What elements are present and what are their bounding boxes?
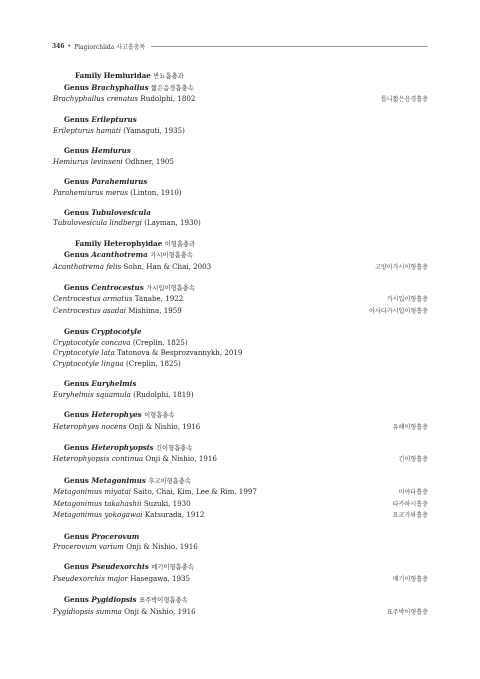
taxon-section xyxy=(53,476,428,522)
species-citation xyxy=(53,338,188,349)
species-authority: Odhner, 1905 xyxy=(125,156,174,166)
genus-heading xyxy=(53,146,428,157)
species-entry xyxy=(53,294,428,306)
species-name: Pseudexorchis major xyxy=(53,573,128,583)
species-korean-name: 가시입이형흡충 xyxy=(386,296,428,304)
species-citation xyxy=(53,390,194,401)
genus-heading xyxy=(53,208,428,219)
genus-name: Heterophyopsis xyxy=(91,442,154,452)
genus-heading xyxy=(53,250,428,262)
species-name: Erilepturus hamati xyxy=(53,125,121,135)
genus-heading xyxy=(53,532,428,543)
family-heading xyxy=(53,239,428,251)
species-name: Metagonimus takahashii xyxy=(53,498,142,508)
taxon-section xyxy=(53,327,428,369)
section-gap xyxy=(53,370,428,380)
genus-label: Genus xyxy=(64,410,89,419)
taxon-section xyxy=(53,239,428,274)
species-authority: (Creplin, 1825) xyxy=(126,359,181,369)
species-citation xyxy=(53,262,211,273)
genus-label: Genus xyxy=(64,115,89,125)
taxon-section xyxy=(53,208,428,229)
species-citation xyxy=(53,157,174,168)
taxon-section xyxy=(53,283,428,318)
species-name: Heterophyopsis continua xyxy=(53,454,144,464)
species-name: Cryptocotyle lingua xyxy=(53,359,124,369)
species-citation xyxy=(53,607,196,618)
genus-heading xyxy=(53,443,428,455)
genus-name: Tubulovesicula xyxy=(91,207,151,217)
taxon-section xyxy=(53,71,428,106)
running-header xyxy=(52,41,428,51)
taxon-section xyxy=(53,146,428,167)
section-gap xyxy=(53,106,428,116)
taxonomic-list xyxy=(53,71,428,618)
genus-name: Procerovum xyxy=(91,531,140,541)
taxon-section xyxy=(53,595,428,618)
species-name: Pygidiopsis summa xyxy=(53,606,122,616)
family-name: Family Heterophyidae xyxy=(75,238,163,248)
genus-name: Parahemiurus xyxy=(91,176,148,186)
species-name: Cryptocotyle concava xyxy=(53,337,131,347)
species-authority: (Yamaguti, 1935) xyxy=(123,125,185,135)
species-entry xyxy=(53,188,428,199)
genus-heading xyxy=(53,562,428,574)
species-citation xyxy=(53,218,201,229)
genus-label: Genus xyxy=(64,327,89,337)
section-gap xyxy=(53,522,428,532)
species-citation xyxy=(53,126,185,137)
genus-label: Genus xyxy=(64,146,89,156)
species-entry xyxy=(53,218,428,229)
genus-heading xyxy=(53,410,428,422)
species-citation xyxy=(53,542,198,553)
genus-label: Genus xyxy=(64,176,89,186)
genus-heading xyxy=(53,476,428,488)
species-citation xyxy=(53,510,204,521)
taxon-section xyxy=(53,410,428,433)
section-gap xyxy=(53,229,428,239)
species-authority: Tanabe, 1922 xyxy=(134,294,184,304)
species-authority: Onji & Nishio, 1916 xyxy=(145,454,217,464)
taxon-section xyxy=(53,562,428,585)
taxon-section xyxy=(53,177,428,198)
species-name: Acanthotrema felis xyxy=(53,261,122,271)
species-authority: Tatonova & Besprozvannykh, 2019 xyxy=(117,348,243,358)
species-citation xyxy=(53,294,183,305)
species-name: Centrocestus armatus xyxy=(53,294,133,304)
species-name: Centrocestus asadai xyxy=(53,306,126,316)
family-name: Family Hemiuridae xyxy=(75,71,151,80)
species-entry xyxy=(53,607,428,619)
genus-korean-name: 짧은음경흡충속 xyxy=(151,84,194,92)
genus-korean-name: 가시입이형흡충속 xyxy=(146,284,195,292)
species-citation xyxy=(53,188,182,199)
header-rule xyxy=(151,46,428,47)
species-citation xyxy=(53,454,217,465)
species-korean-name: 아사다가시입이형흡충 xyxy=(369,308,428,316)
species-korean-name: 타카하시흡충 xyxy=(392,500,428,508)
genus-label: Genus xyxy=(64,282,89,292)
page-number: 346 xyxy=(52,42,65,50)
genus-heading xyxy=(53,595,428,607)
species-authority: Suzuki, 1930 xyxy=(143,498,191,508)
genus-name: Pygidiopsis xyxy=(91,595,137,605)
header-bullet: • xyxy=(67,42,72,50)
species-name: Metagonimus miyatai xyxy=(53,487,131,497)
genus-label: Genus xyxy=(64,531,89,541)
species-korean-name: 요코가와흡충 xyxy=(392,512,428,520)
genus-heading xyxy=(53,327,428,338)
species-authority: Rudolphi, 1802 xyxy=(140,94,196,104)
genus-name: Acanthotrema xyxy=(91,250,148,260)
species-authority: (Creplin, 1825) xyxy=(132,337,188,347)
genus-heading xyxy=(53,379,428,390)
taxon-section xyxy=(53,443,428,466)
species-name: Hemiurus levinseni xyxy=(53,156,123,166)
species-entry xyxy=(53,510,428,522)
section-gap xyxy=(53,466,428,476)
genus-name: Erilepturus xyxy=(91,115,137,125)
species-entry xyxy=(53,542,428,553)
species-entry xyxy=(53,454,428,466)
family-korean-name: 반뇨흡충과 xyxy=(153,73,184,80)
species-citation xyxy=(53,94,195,105)
running-title: Plagiorchiida 사고흡충목 xyxy=(74,43,146,51)
genus-korean-name: 후고이형흡충속 xyxy=(148,477,191,485)
species-entry xyxy=(53,359,428,370)
species-citation xyxy=(53,348,242,359)
species-citation xyxy=(53,487,257,498)
genus-name: Metagonimus xyxy=(91,475,146,485)
species-entry xyxy=(53,94,428,106)
section-gap xyxy=(53,198,428,208)
genus-heading xyxy=(53,115,428,126)
species-entry xyxy=(53,574,428,586)
species-authority: (Layman, 1930) xyxy=(144,218,201,228)
genus-korean-name: 긴이형흡충속 xyxy=(155,444,193,452)
species-citation xyxy=(53,359,181,370)
taxon-section xyxy=(53,115,428,136)
species-korean-name: 메기이형흡충 xyxy=(392,575,428,583)
species-citation xyxy=(53,422,200,433)
species-korean-name: 미야타흡충 xyxy=(398,489,428,497)
species-korean-name: 고양이가시이형흡충 xyxy=(375,263,428,271)
species-authority: Mishima, 1959 xyxy=(128,306,182,316)
species-entry xyxy=(53,338,428,349)
species-entry xyxy=(53,262,428,274)
genus-label: Genus xyxy=(64,379,89,389)
species-name: Heterophyes nocens xyxy=(53,421,127,431)
taxon-section xyxy=(53,532,428,553)
species-name: Metagonimus yokogawai xyxy=(53,510,143,520)
genus-label: Genus xyxy=(64,562,89,572)
genus-name: Hemiurus xyxy=(91,146,131,156)
family-heading xyxy=(53,71,428,83)
genus-korean-name: 표주박이형흡충속 xyxy=(139,597,188,605)
species-citation xyxy=(53,306,182,317)
species-entry xyxy=(53,422,428,434)
section-gap xyxy=(53,318,428,328)
species-entry xyxy=(53,306,428,318)
species-entry xyxy=(53,390,428,401)
species-authority: Onji & Nishio, 1916 xyxy=(126,542,198,552)
species-citation xyxy=(53,574,190,585)
species-authority: Katsurada, 1912 xyxy=(144,510,205,520)
section-gap xyxy=(53,553,428,563)
species-name: Parahemiurus merus xyxy=(53,187,129,197)
species-korean-name: 긴이형흡충 xyxy=(398,456,428,464)
genus-name: Brachyphallus xyxy=(91,82,149,92)
genus-heading xyxy=(53,177,428,188)
genus-name: Cryptocotyle xyxy=(91,327,142,337)
species-citation xyxy=(53,499,191,510)
species-authority: (Linton, 1910) xyxy=(130,187,182,197)
genus-heading xyxy=(53,83,428,95)
species-name: Cryptocotyle lata xyxy=(53,348,115,358)
genus-label: Genus xyxy=(64,250,89,260)
species-entry xyxy=(53,487,428,499)
genus-korean-name: 가시이형흡충속 xyxy=(150,252,193,260)
genus-label: Genus xyxy=(64,475,89,485)
species-korean-name: 톱니짧은음경흡충 xyxy=(380,96,428,104)
species-name: Euryhelmis squamula xyxy=(53,389,131,399)
species-entry xyxy=(53,348,428,359)
species-korean-name: 표주박이형흡충 xyxy=(386,608,428,616)
genus-korean-name: 메기이형흡충속 xyxy=(151,564,194,572)
species-korean-name: 유해이형흡충 xyxy=(392,423,428,431)
genus-label: Genus xyxy=(64,82,89,92)
section-gap xyxy=(53,137,428,147)
genus-name: Pseudexorchis xyxy=(91,562,149,572)
species-authority: Onji & Nishio, 1916 xyxy=(124,606,196,616)
species-name: Procerovum varium xyxy=(53,542,125,552)
genus-heading xyxy=(53,283,428,295)
species-entry xyxy=(53,157,428,168)
genus-label: Genus xyxy=(64,595,89,605)
genus-label: Genus xyxy=(64,442,89,452)
species-name: Tubulovesicula lindbergi xyxy=(53,218,142,228)
species-authority: Onji & Nishio, 1916 xyxy=(128,421,201,431)
species-entry xyxy=(53,499,428,511)
genus-korean-name: 이형흡충속 xyxy=(144,412,175,419)
species-entry xyxy=(53,126,428,137)
section-gap xyxy=(53,273,428,283)
genus-name: Euryhelmis xyxy=(91,379,137,389)
genus-name: Centrocestus xyxy=(91,282,144,292)
genus-name: Heterophyes xyxy=(91,410,142,419)
section-gap xyxy=(53,167,428,177)
section-gap xyxy=(53,400,428,410)
species-authority: Hasegawa, 1935 xyxy=(130,573,191,583)
section-gap xyxy=(53,586,428,596)
species-authority: (Rudolphi, 1819) xyxy=(133,389,194,399)
family-korean-name: 이형흡충과 xyxy=(164,240,196,248)
species-authority: Saito, Chai, Kim, Lee & Rim, 1997 xyxy=(133,487,257,497)
taxon-section xyxy=(53,379,428,400)
section-gap xyxy=(53,433,428,443)
species-authority: Sohn, Han & Chai, 2003 xyxy=(123,261,212,271)
genus-label: Genus xyxy=(64,207,89,217)
species-name: Brachyphallus crenatus xyxy=(53,94,139,104)
